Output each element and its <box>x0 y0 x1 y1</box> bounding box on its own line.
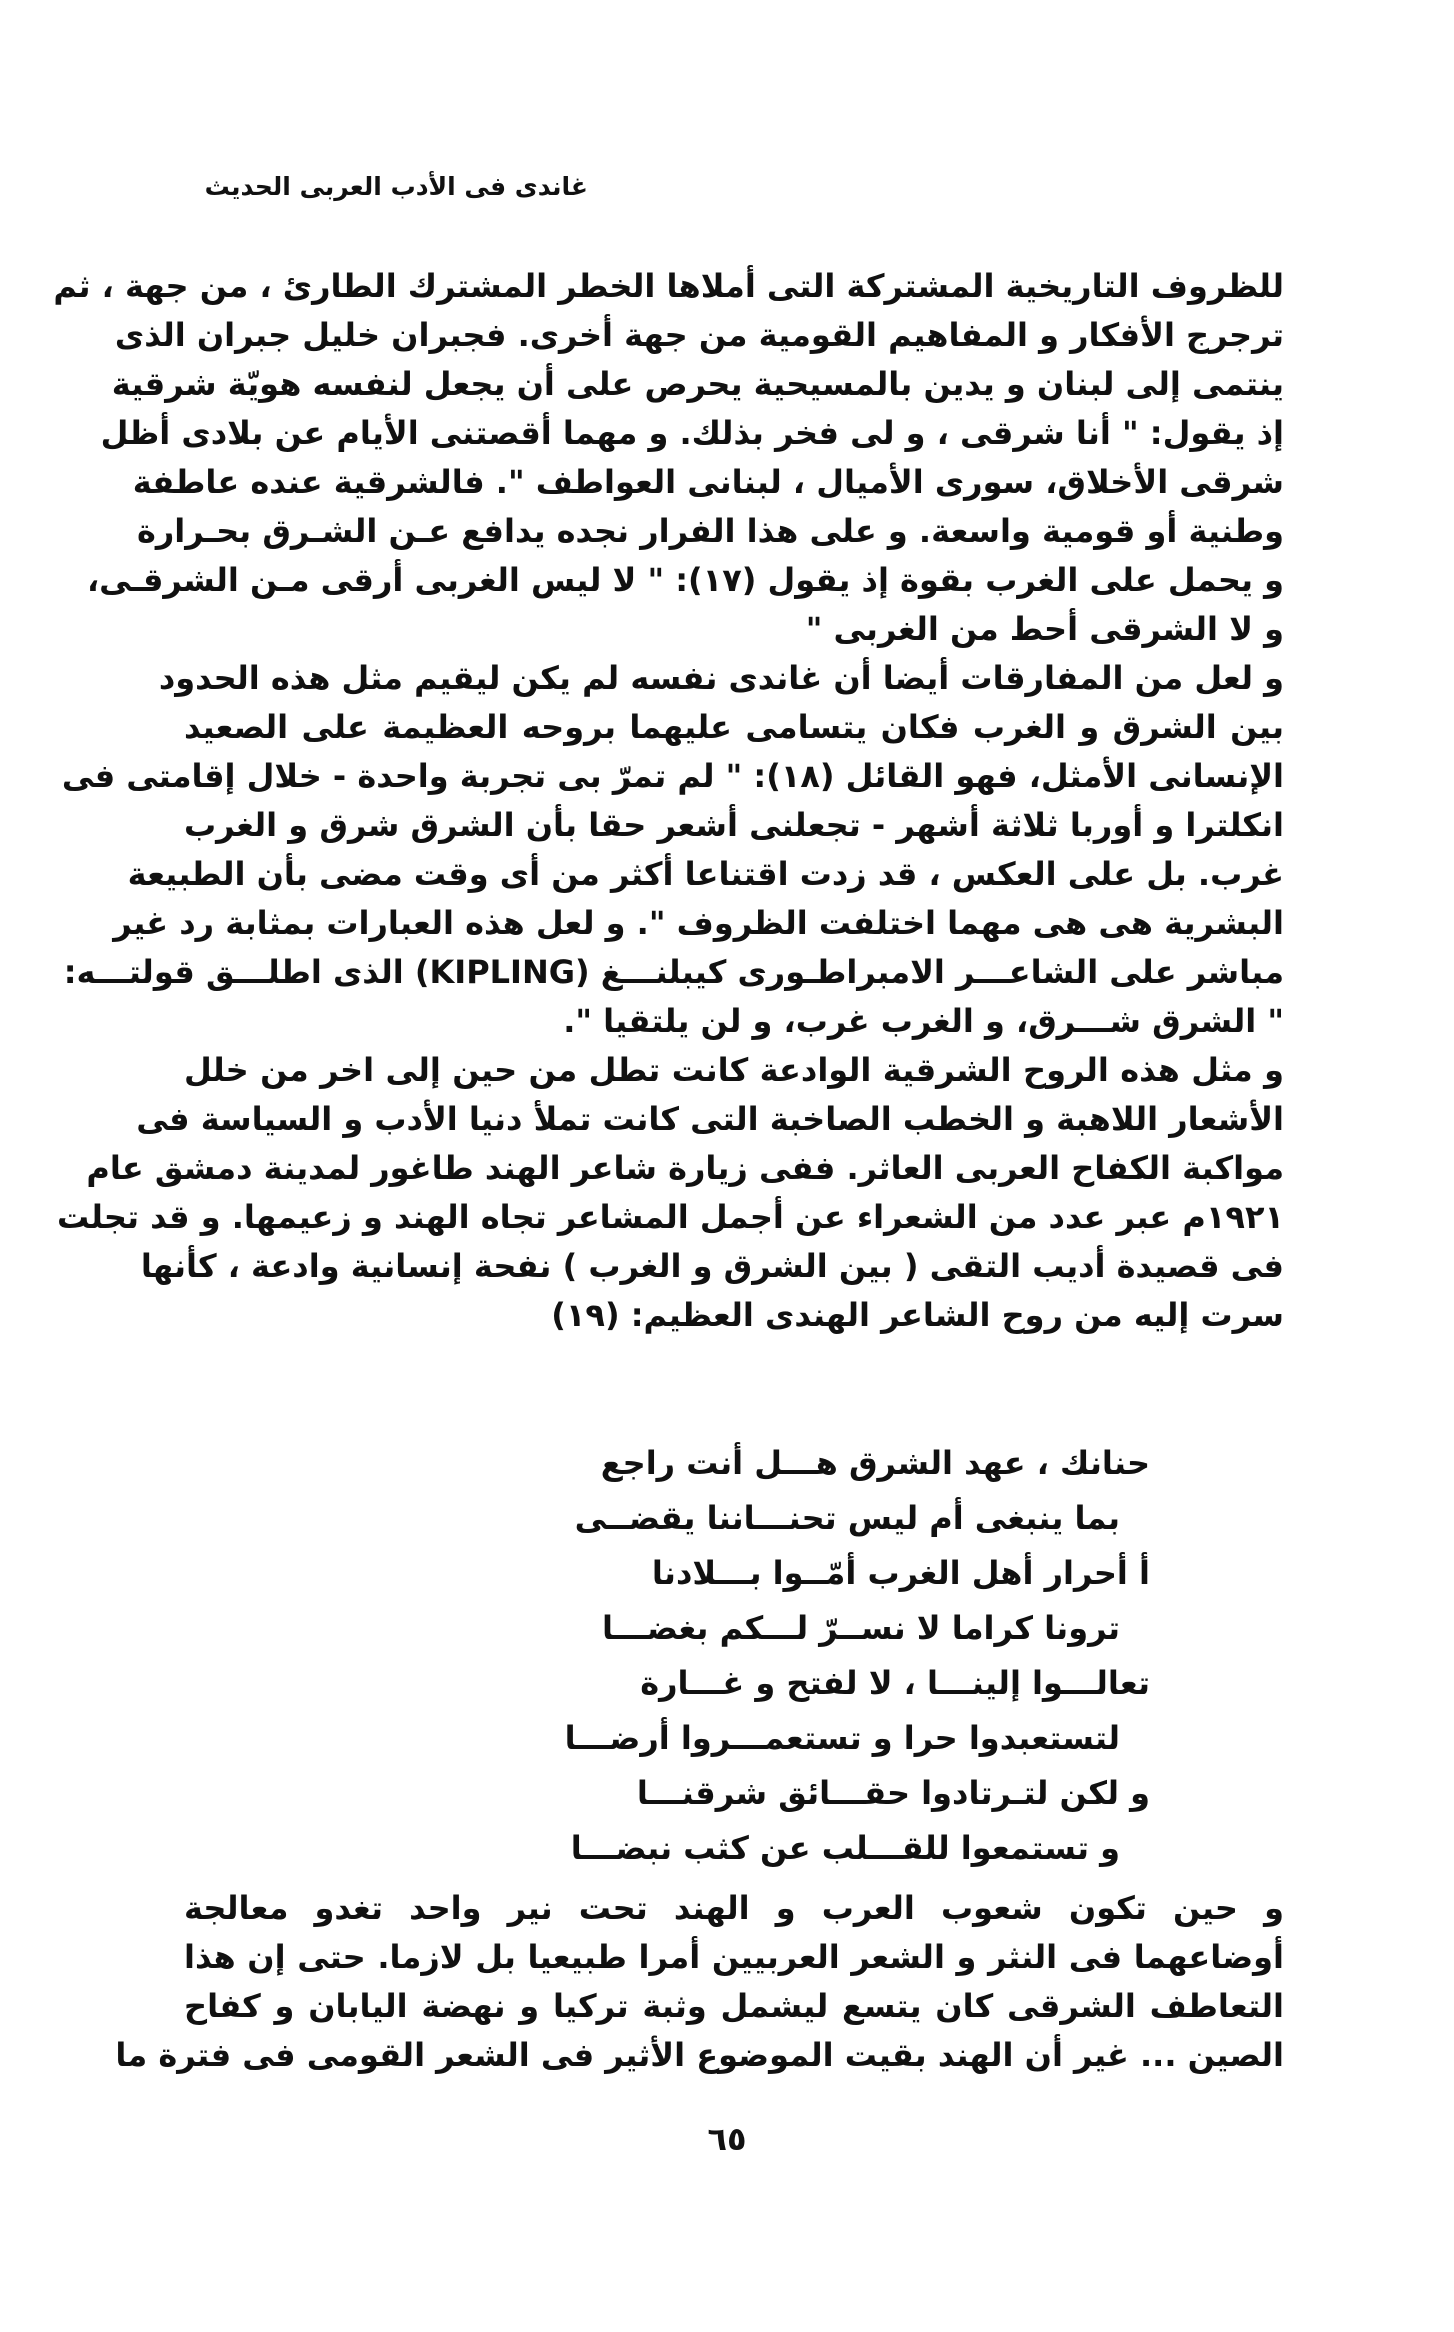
text-line: و حين تكون شعوب العرب و الهند تحت نير واحد تغدو معالجة <box>184 1889 1284 1927</box>
poem-verse: لتستعبدوا حرا و تستعمـــروا أرضـــا <box>564 1719 1120 1757</box>
text-line: فى قصيدة أديب التقى ( بين الشرق و الغرب ) نفحة إنسانية وادعة ، كأنها <box>140 1247 1284 1285</box>
poem-verse: تعالـــوا إلينـــا ، لا لفتح و غـــارة <box>640 1664 1150 1702</box>
text-line: الإنسانى الأمثل، فهو القائل (١٨): " لم تمرّ بى تجربة واحدة - خلال إقامتى فى <box>61 757 1284 795</box>
text-line: ١٩٢١م عبر عدد من الشعراء عن أجمل المشاعر تجاه الهند و زعيمها. و قد تجلت <box>56 1198 1284 1236</box>
poem-verse: أ أحرار أهل الغرب أمّــوا بـــلادنا <box>651 1554 1150 1592</box>
text-line: شرقى الأخلاق، سورى الأميال ، لبنانى العواطف ". فالشرقية عنده عاطفة <box>132 463 1284 501</box>
closing-paragraph <box>115 1884 1284 2080</box>
text-line: مباشر على الشاعـــر الامبراطـورى كيبلنـــغ (KIPLING) الذى اطلـــق قولتـــه: <box>63 953 1284 991</box>
text-line: بين الشرق و الغرب فكان يتسامى عليهما بروحه العظيمة على الصعيد <box>184 708 1284 746</box>
text-line: للظروف التاريخية المشتركة التى أملاها الخطر المشترك الطارئ ، من جهة ، ثم <box>53 267 1284 305</box>
poem-verse: و تستمعوا للقـــلب عن كثب نبضـــا <box>570 1829 1120 1867</box>
poem-verse: ترونا كراما لا نســرّ لـــكم بغضـــا <box>601 1609 1120 1647</box>
running-title: غاندى فى الأدب العربى الحديث <box>204 172 588 201</box>
text-line: و لا الشرقى أحط من الغربى " <box>805 610 1284 648</box>
poem-verse: بما ينبغى أم ليس تحنـــاننا يقضــى <box>574 1499 1120 1537</box>
text-line: و يحمل على الغرب بقوة إذ يقول (١٧): " لا ليس الغربى أرقى مـن الشرقـى، <box>86 561 1284 599</box>
text-line: و مثل هذه الروح الشرقية الوادعة كانت تطل من حين إلى اخر من خلل <box>184 1051 1284 1089</box>
text-line: ترجرج الأفكار و المفاهيم القومية من جهة أخرى. فجبران خليل جبران الذى <box>114 316 1284 354</box>
text-line: ينتمى إلى لبنان و يدين بالمسيحية يحرص على أن يجعل لنفسه هويّة شرقية <box>111 365 1284 403</box>
text-line: غرب. بل على العكس ، قد زدت اقتناعا أكثر من أى وقت مضى بأن الطبيعة <box>127 855 1284 893</box>
text-line: " الشرق شـــرق، و الغرب غرب، و لن يلتقيا ". <box>563 1002 1284 1040</box>
text-line: و لعل من المفارقات أيضا أن غاندى نفسه لم يكن ليقيم مثل هذه الحدود <box>158 659 1284 697</box>
text-line: التعاطف الشرقى كان يتسع ليشمل وثبة تركيا و نهضة اليابان و كفاح <box>184 1987 1284 2025</box>
poem-verse: حنانك ، عهد الشرق هـــل أنت راجع <box>600 1444 1150 1482</box>
text-line: وطنية أو قومية واسعة. و على هذا الفرار نجده يدافع عـن الشـرق بحـرارة <box>136 512 1284 550</box>
text-line: إذ يقول: " أنا شرقى ، و لى فخر بذلك. و مهما أقصتنى الأيام عن بلادى أظل <box>100 414 1284 452</box>
text-line: سرت إليه من روح الشاعر الهندى العظيم: (١٩) <box>551 1296 1284 1334</box>
text-line: أوضاعهما فى النثر و الشعر العربيين أمرا طبيعيا بل لازما. حتى إن هذا <box>184 1938 1284 1976</box>
text-line: مواكبة الكفاح العربى العاثر. ففى زيارة شاعر الهند طاغور لمدينة دمشق عام <box>86 1149 1284 1187</box>
page-number: ٦٥ <box>707 2120 747 2158</box>
text-line: الأشعار اللاهبة و الخطب الصاخبة التى كانت تملأ دنيا الأدب و السياسة فى <box>136 1100 1284 1138</box>
text-line: البشرية هى هى مهما اختلفت الظروف ". و لعل هذه العبارات بمثابة رد غير <box>113 904 1284 942</box>
text-line: انكلترا و أوربا ثلاثة أشهر - تجعلنى أشعر حقا بأن الشرق شرق و الغرب <box>184 806 1284 844</box>
text-line: الصين ... غير أن الهند بقيت الموضوع الأثير فى الشعر القومى فى فترة ما <box>115 2036 1284 2074</box>
body-paragraphs <box>53 262 1284 1340</box>
poem-verse: و لكن لتـرتادوا حقـــائق شرقنـــا <box>636 1774 1150 1812</box>
poem-block <box>330 1436 1150 1876</box>
